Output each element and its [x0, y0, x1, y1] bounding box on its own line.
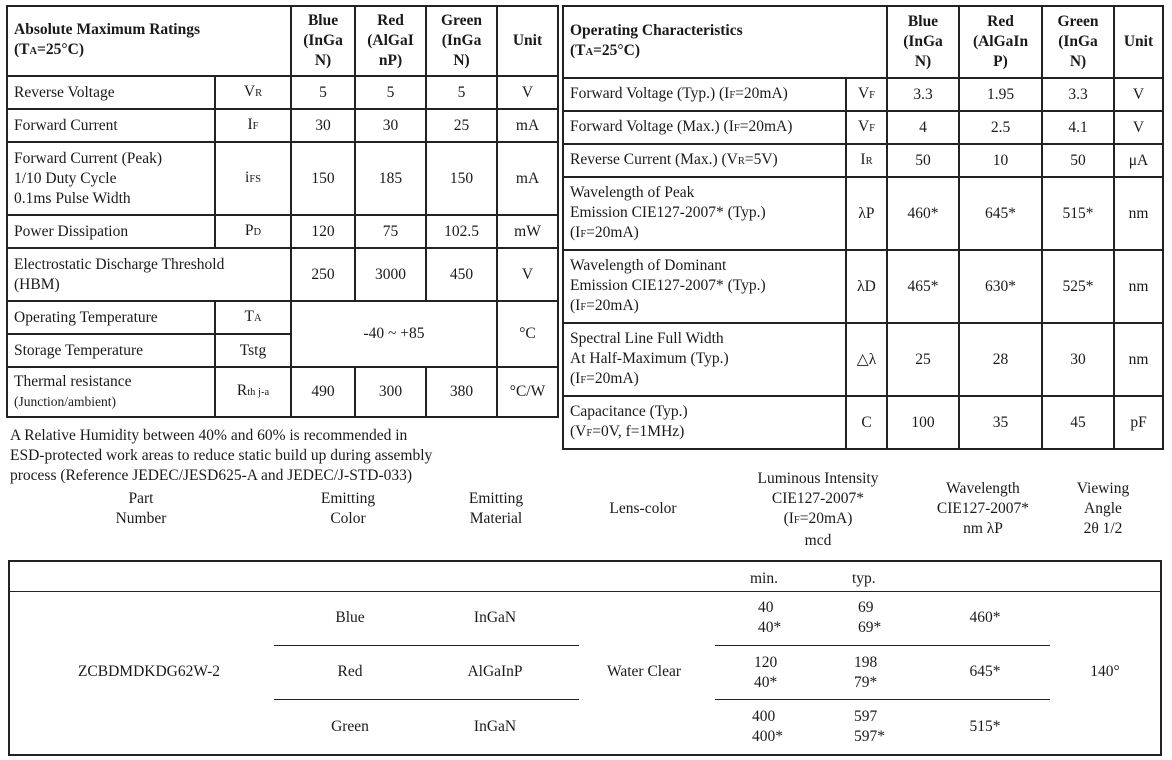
- op-red-value: 35: [959, 396, 1042, 449]
- op-param: [563, 323, 846, 396]
- op-green-value: 30: [1042, 323, 1114, 396]
- op-symbol: λP: [846, 177, 887, 250]
- op-param-a: Reverse Current (Max.) (V: [570, 150, 738, 168]
- op-header-row: [563, 6, 1163, 78]
- op-condition: [570, 41, 880, 63]
- op-row-dominant-wavelength: [563, 250, 1163, 323]
- op-symbol: △λ: [846, 323, 887, 396]
- op-col-blue-l2: (InGa: [903, 33, 943, 50]
- header-viewing-angle: [1053, 479, 1153, 539]
- header-lum-l2: CIE127-2007*: [771, 490, 865, 507]
- abs-symbol: Tstg: [215, 334, 291, 367]
- abs-col-green-l2: (InGa: [441, 32, 482, 49]
- abs-param: [7, 142, 215, 215]
- min-label: min.: [750, 570, 778, 587]
- header-material-l2: Material: [469, 510, 523, 527]
- header-view-l1: Viewing: [1076, 480, 1130, 497]
- abs-condition: [14, 40, 284, 62]
- wavelength-green: 515*: [969, 718, 1001, 735]
- humidity-note: [10, 426, 558, 486]
- op-param: [563, 78, 846, 111]
- emitting-color-red: Red: [337, 663, 363, 680]
- op-green-value: 45: [1042, 396, 1114, 449]
- op-param-l2sub: F: [586, 427, 593, 439]
- emitting-color-green: Green: [331, 718, 369, 735]
- op-blue-value: 100: [887, 396, 959, 449]
- abs-param-l2: (HBM): [14, 275, 60, 293]
- op-col-green-l3: N): [1069, 53, 1087, 70]
- op-title: Operating Characteristics: [570, 22, 743, 39]
- abs-red-value: 3000: [355, 248, 426, 301]
- abs-blue-value: 30: [291, 109, 355, 142]
- abs-col-blue: [291, 6, 355, 76]
- op-unit: nm: [1114, 177, 1163, 250]
- header-view-l2: Angle: [1084, 500, 1122, 517]
- abs-param: [7, 248, 291, 301]
- part-number: ZCBDMDKDG62W-2: [77, 663, 221, 680]
- abs-symbol: [215, 76, 291, 109]
- min-green-2: 400*: [752, 728, 783, 745]
- note-line-3: process (Reference JEDEC/JESD625-A and JEDEC/J-STD-033): [10, 467, 413, 484]
- op-param-l3b: =20mA): [586, 369, 639, 387]
- op-col-green-l2: (InGa: [1058, 33, 1098, 50]
- abs-param-l1: Thermal resistance: [14, 373, 132, 390]
- abs-row-forward-current: [7, 109, 558, 142]
- abs-title-cell: [7, 6, 291, 76]
- op-param: [563, 396, 846, 449]
- abs-col-green-l1: Green: [440, 12, 483, 29]
- row-divider-left-2: [274, 699, 579, 700]
- abs-param-l2: 1/10 Duty Cycle: [14, 169, 117, 187]
- min-green: [752, 707, 783, 747]
- op-param-l3a: (I: [570, 369, 581, 387]
- abs-cond-rest: =25°C): [37, 41, 84, 58]
- abs-green-value: 150: [426, 142, 497, 215]
- abs-symbol: [215, 109, 291, 142]
- typ-green: [854, 707, 885, 747]
- abs-green-value: 450: [426, 248, 497, 301]
- abs-blue-value: 120: [291, 215, 355, 248]
- op-symbol: [846, 78, 887, 111]
- abs-sym-main: R: [236, 382, 248, 399]
- op-param-l3b: =20mA): [586, 223, 639, 241]
- op-unit: V: [1114, 111, 1163, 144]
- min-green-1: 400: [752, 708, 776, 725]
- abs-col-red: [355, 6, 426, 76]
- absolute-maximum-ratings-table: [6, 5, 559, 418]
- op-param-l3: [570, 296, 839, 318]
- abs-green-value: 102.5: [426, 215, 497, 248]
- abs-symbol: [215, 215, 291, 248]
- op-blue-value: 3.3: [887, 78, 959, 111]
- op-param-b: =20mA): [735, 84, 788, 102]
- abs-sym-sub: R: [255, 87, 263, 99]
- typ-green-1: 597: [854, 708, 878, 725]
- op-row-capacitance: [563, 396, 1163, 449]
- part-table: [8, 560, 1162, 756]
- op-cond-t: (T: [570, 42, 586, 59]
- abs-blue-value: 490: [291, 367, 355, 417]
- op-param-sub: R: [737, 155, 745, 167]
- abs-row-reverse-voltage: [7, 76, 558, 109]
- operating-characteristics-table: [562, 5, 1164, 450]
- op-blue-value: 4: [887, 111, 959, 144]
- op-symbol: [846, 111, 887, 144]
- abs-sym-main: V: [243, 82, 256, 100]
- emitting-color-blue: Blue: [335, 609, 365, 626]
- op-param-l3a: (I: [570, 296, 581, 314]
- min-blue-1: 40: [758, 599, 774, 616]
- lens-color-value: Water Clear: [606, 663, 682, 680]
- header-lum-l1: Luminous Intensity: [757, 470, 879, 487]
- op-param-l3sub: F: [580, 301, 587, 313]
- abs-green-value: 25: [426, 109, 497, 142]
- op-unit: nm: [1114, 250, 1163, 323]
- header-part-l1: Part: [128, 490, 154, 507]
- header-emitting-color: [288, 489, 408, 529]
- op-param-b: =20mA): [739, 117, 793, 135]
- abs-sym-main: P: [244, 221, 254, 239]
- op-param-a: Forward Voltage (Max.) (I: [570, 117, 734, 135]
- op-row-forward-voltage-max: [563, 111, 1163, 144]
- typ-red: [854, 653, 877, 693]
- abs-row-thermal-resistance: [7, 367, 558, 417]
- header-part-l2: Number: [115, 510, 167, 527]
- abs-unit: mA: [497, 109, 558, 142]
- abs-blue-value: 250: [291, 248, 355, 301]
- header-lum-l4: mcd: [804, 532, 832, 549]
- op-param-l1: Capacitance (Typ.): [570, 402, 688, 420]
- abs-row-forward-current-peak: [7, 142, 558, 215]
- op-col-green: [1042, 6, 1114, 78]
- abs-blue-value: 5: [291, 76, 355, 109]
- op-row-peak-wavelength: [563, 177, 1163, 250]
- row-divider-right-1: [715, 645, 1050, 646]
- op-green-value: 515*: [1042, 177, 1114, 250]
- abs-red-value: 185: [355, 142, 426, 215]
- op-red-value: 1.95: [959, 78, 1042, 111]
- op-sym-main: V: [857, 117, 870, 135]
- op-cond-sub: A: [585, 47, 594, 58]
- header-material-l1: Emitting: [468, 490, 524, 507]
- typ-label: typ.: [852, 570, 876, 587]
- op-green-value: 50: [1042, 144, 1114, 177]
- op-cond-rest: =25°C): [593, 42, 640, 59]
- row-divider-right-2: [715, 699, 1050, 700]
- abs-green-value: 380: [426, 367, 497, 417]
- typ-green-2: 597*: [854, 728, 885, 745]
- typ-blue-2: 69*: [858, 619, 882, 636]
- emitting-material-blue: InGaN: [473, 609, 517, 626]
- abs-red-value: 30: [355, 109, 426, 142]
- abs-red-value: 300: [355, 367, 426, 417]
- op-sym-sub: R: [865, 155, 873, 167]
- op-sym-sub: F: [869, 122, 876, 134]
- header-wave-l2: CIE127-2007*: [936, 500, 1030, 517]
- abs-title: Absolute Maximum Ratings: [14, 21, 201, 38]
- typ-red-1: 198: [854, 654, 878, 671]
- op-param-l1: Wavelength of Dominant: [570, 256, 727, 274]
- abs-cond-sub: A: [29, 46, 38, 57]
- abs-red-value: 75: [355, 215, 426, 248]
- typ-blue: [858, 598, 881, 638]
- op-title-cell: [563, 6, 887, 78]
- op-green-value: 4.1: [1042, 111, 1114, 144]
- op-param-l1: Wavelength of Peak: [570, 183, 695, 201]
- op-symbol: [846, 144, 887, 177]
- abs-param-l1: Electrostatic Discharge Threshold: [14, 255, 225, 273]
- abs-col-blue-l1: Blue: [307, 12, 339, 29]
- abs-col-red-l2: (AlGaI: [367, 32, 414, 49]
- abs-param: Reverse Voltage: [7, 76, 215, 109]
- header-luminous-intensity: [728, 469, 908, 551]
- abs-row-esd: [7, 248, 558, 301]
- op-param-l3sub: F: [580, 228, 587, 240]
- abs-sym-sub: A: [253, 312, 262, 324]
- op-param-sub: F: [729, 89, 736, 101]
- op-param-l2: Emission CIE127-2007* (Typ.): [570, 203, 766, 221]
- emitting-material-red: AlGaInP: [467, 663, 523, 680]
- abs-sym-main: T: [244, 307, 254, 325]
- abs-sym-sub: F: [252, 120, 259, 132]
- abs-param-l1: Forward Current (Peak): [14, 149, 163, 167]
- op-param-l3sub: F: [580, 374, 587, 386]
- abs-col-red-l1: Red: [377, 12, 404, 29]
- abs-symbol: [215, 301, 291, 334]
- op-symbol: λD: [846, 250, 887, 323]
- header-lum-l3: [728, 509, 908, 531]
- abs-row-operating-temperature: [7, 301, 558, 334]
- op-param-l2: Emission CIE127-2007* (Typ.): [570, 276, 766, 294]
- op-col-green-l1: Green: [1057, 13, 1099, 30]
- abs-unit: mA: [497, 142, 558, 215]
- abs-temp-range: -40 ~ +85: [291, 301, 497, 367]
- note-line-1: A Relative Humidity between 40% and 60% is recommended in: [10, 427, 408, 444]
- header-lum-l3b: =20mA): [799, 510, 853, 527]
- abs-param: Operating Temperature: [7, 301, 215, 334]
- op-blue-value: 50: [887, 144, 959, 177]
- op-red-value: 10: [959, 144, 1042, 177]
- abs-param-l2: (Junction/ambient): [14, 394, 116, 409]
- header-color-l1: Emitting: [320, 490, 376, 507]
- part-table-divider: [10, 591, 1160, 592]
- op-col-red-l3: P): [993, 53, 1008, 70]
- abs-param: Storage Temperature: [7, 334, 215, 367]
- min-blue: [758, 598, 781, 638]
- op-param-a: Forward Voltage (Typ.) (I: [570, 84, 730, 102]
- op-sym-main: V: [857, 84, 870, 102]
- abs-green-value: 5: [426, 76, 497, 109]
- header-emitting-material: [436, 489, 556, 529]
- abs-sym-sub: D: [253, 226, 262, 238]
- op-param-l3a: (I: [570, 223, 581, 241]
- min-red-2: 40*: [754, 674, 778, 691]
- op-red-value: 28: [959, 323, 1042, 396]
- op-row-reverse-current: [563, 144, 1163, 177]
- op-param-l1: Spectral Line Full Width: [570, 329, 724, 347]
- emitting-material-green: InGaN: [473, 718, 517, 735]
- op-unit: V: [1114, 78, 1163, 111]
- op-blue-value: 465*: [887, 250, 959, 323]
- min-red-1: 120: [754, 654, 778, 671]
- abs-param-l3: 0.1ms Pulse Width: [14, 189, 131, 207]
- op-blue-value: 25: [887, 323, 959, 396]
- abs-header-row: [7, 6, 558, 76]
- abs-col-green-l3: N): [453, 52, 470, 69]
- op-unit: nm: [1114, 323, 1163, 396]
- abs-cond-t: (T: [14, 41, 30, 58]
- op-param-l3: [570, 369, 839, 391]
- abs-sym-sub: th j-a: [247, 387, 270, 398]
- abs-param: [7, 367, 215, 417]
- op-sym-main: I: [860, 150, 866, 168]
- op-col-red: [959, 6, 1042, 78]
- op-param-l2b: =0V, f=1MHz): [592, 422, 685, 440]
- min-blue-2: 40*: [758, 619, 782, 636]
- abs-unit: °C/W: [497, 367, 558, 417]
- abs-col-green: [426, 6, 497, 76]
- typ-blue-1: 69: [858, 599, 874, 616]
- abs-sym-sub: FS: [249, 173, 261, 185]
- op-param-b: =5V): [744, 150, 778, 168]
- op-unit: μA: [1114, 144, 1163, 177]
- wavelength-blue: 460*: [969, 609, 1001, 626]
- abs-param: Forward Current: [7, 109, 215, 142]
- abs-sym-main: I: [247, 115, 253, 133]
- abs-symbol: [215, 142, 291, 215]
- abs-sym-main: i: [245, 168, 250, 186]
- op-col-red-l1: Red: [987, 13, 1014, 30]
- op-param: [563, 111, 846, 144]
- op-param-sub: F: [733, 122, 740, 134]
- abs-red-value: 5: [355, 76, 426, 109]
- op-unit: pF: [1114, 396, 1163, 449]
- op-red-value: 630*: [959, 250, 1042, 323]
- op-param-l2: At Half-Maximum (Typ.): [570, 349, 729, 367]
- abs-temp-unit: °C: [497, 301, 558, 367]
- header-part-number: [76, 489, 206, 529]
- row-divider-left-1: [274, 645, 579, 646]
- op-col-blue-l1: Blue: [907, 13, 939, 30]
- abs-row-power-dissipation: [7, 215, 558, 248]
- op-sym-sub: F: [869, 89, 876, 101]
- wavelength-red: 645*: [969, 663, 1001, 680]
- note-line-2: ESD-protected work areas to reduce static build up during assembly: [10, 447, 433, 464]
- abs-col-blue-l2: (InGa: [303, 32, 343, 49]
- op-col-blue-l3: N): [914, 53, 932, 70]
- abs-col-unit: Unit: [497, 6, 558, 76]
- header-wave-l3: nm λP: [963, 520, 1003, 537]
- op-symbol: C: [846, 396, 887, 449]
- op-col-red-l2: (AlGaIn: [972, 33, 1029, 50]
- op-param-l3: [570, 223, 839, 245]
- abs-unit: V: [497, 248, 558, 301]
- op-param-l2a: (V: [570, 422, 587, 440]
- op-green-value: 525*: [1042, 250, 1114, 323]
- abs-symbol: [215, 367, 291, 417]
- op-param-l2: [570, 422, 839, 444]
- abs-col-blue-l3: N): [314, 52, 332, 69]
- op-param: [563, 177, 846, 250]
- op-red-value: 2.5: [959, 111, 1042, 144]
- op-green-value: 3.3: [1042, 78, 1114, 111]
- op-row-spectral-width: [563, 323, 1163, 396]
- op-red-value: 645*: [959, 177, 1042, 250]
- typ-red-2: 79*: [854, 674, 878, 691]
- header-view-l3: 2θ 1/2: [1083, 520, 1123, 537]
- header-wavelength: [918, 479, 1048, 539]
- header-wave-l1: Wavelength: [946, 480, 1020, 497]
- op-param: [563, 250, 846, 323]
- abs-unit: V: [497, 76, 558, 109]
- abs-blue-value: 150: [291, 142, 355, 215]
- op-param: [563, 144, 846, 177]
- abs-param: Power Dissipation: [7, 215, 215, 248]
- op-param-l3b: =20mA): [586, 296, 639, 314]
- min-red: [754, 653, 777, 693]
- abs-unit: mW: [497, 215, 558, 248]
- op-row-forward-voltage-typ: [563, 78, 1163, 111]
- abs-col-red-l3: nP): [378, 52, 403, 69]
- header-lum-l3sub: F: [793, 515, 800, 526]
- op-blue-value: 460*: [887, 177, 959, 250]
- header-color-l2: Color: [330, 510, 366, 527]
- viewing-angle-value: 140°: [1090, 663, 1120, 680]
- op-col-blue: [887, 6, 959, 78]
- header-lum-l3a: (I: [783, 510, 794, 527]
- header-lens-color: Lens-color: [609, 500, 677, 517]
- op-col-unit: Unit: [1114, 6, 1163, 78]
